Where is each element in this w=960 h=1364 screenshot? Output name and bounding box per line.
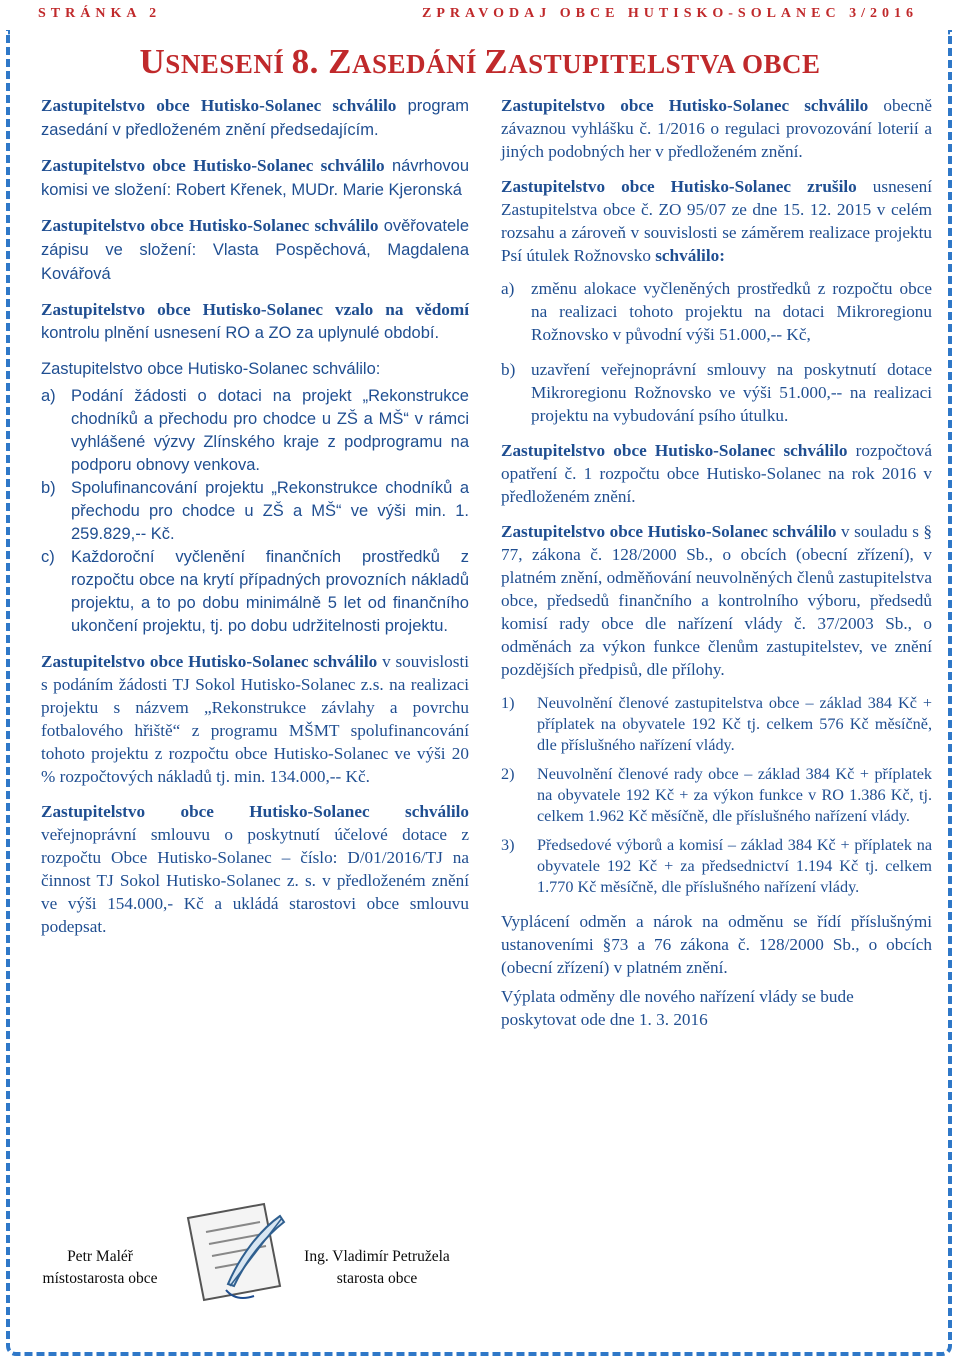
list-item: 3) Předsedové výborů a komisí – základ 384 Kč + příplatek na obyvatele 192 Kč + za předsednictví 1.194 Kč tj. celkem 1.770 Kč měsíčně, dle příslušného nařízení vlády. [501, 836, 932, 896]
list-item: c) Každoroční vyčlenění finančních prostředků z rozpočtu obce na krytí případných provozních nákladů projektu, a to po dobu minimálně 5 let od finančního ukončení projektu, tj. po dobu udržitelnosti projektu. [41, 548, 469, 635]
dog-shelter-list [501, 277, 932, 427]
resolution-program: Zastupitelstvo obce Hutisko-Solanec schválilo program zasedání v předloženém znění předsedajícím. [41, 96, 470, 139]
list-item: b) uzavření veřejnoprávní smlouvy na poskytnutí dotace Mikroregionu Rožnovsko ve výši 51.000,-- na realizaci projektu na vybudování psího útulku. [501, 360, 932, 425]
list-item: a) Podání žádosti o dotaci na projekt „Rekonstrukce chodníků a přechodu pro chodce u ZŠ a MŠ“ v rámci vyhlášené výzvy Zlínského kraje z podprogramu na podporu obnovy venkova. [41, 387, 469, 474]
resolution-budget: Zastupitelstvo obce Hutisko-Solanec schválilo rozpočtová opatření č. 1 rozpočtu obce Hutisko-Solanec na rok 2016 v předloženém znění. [501, 441, 933, 506]
resolution-remuneration: Zastupitelstvo obce Hutisko-Solanec schválilo v souladu s § 77, zákona č. 128/2000 Sb., o obcích (obecní zřízení), v platném znění, odměňování neuvolněných členů zastupitelstva obce, předsedů finančního a kontrolního výboru, předsedů komisí rady obce dle nařízení vlády č. 37/2003 Sb., o odměnách za výkon funkce členům zastupitelstev, ve znění pozdějších předpisů, dle přílohy. [501, 522, 933, 679]
list-item: 1) Neuvolnění členové zastupitelstva obce – základ 384 Kč + příplatek na obyvatele 192 Kč tj. celkem 576 Kč měsíčně, dle příslušného nařízení vlády. [501, 694, 932, 754]
resolution-lottery: Zastupitelstvo obce Hutisko-Solanec schválilo obecně závaznou vyhlášku č. 1/2016 o regulaci provozování loterií a jiných podobných her v předloženém znění. [501, 96, 933, 161]
payment-start: Výplata odměny dle nového nařízení vlády se bude poskytovat ode dne 1. 3. 2016 [501, 987, 854, 1029]
list-item: a) změnu alokace vyčleněných prostředků z rozpočtu obce na realizaci tohoto projektu na dotaci Mikroregionu Rožnovsko v původní výši 51.000,-- Kč, [501, 279, 932, 344]
list-item: 2) Neuvolnění členové rady obce – základ 384 Kč + příplatek na obyvatele 192 Kč + za výkon funkce v RO 1.386 Kč, tj. celkem 1.962 Kč měsíčně, dle příslušného nařízení vlády. [501, 765, 932, 825]
quill-document-icon [176, 1200, 294, 1312]
payment-rules: Vyplácení odměn a nárok na odměnu se řídí příslušnými ustanoveními §73 a 76 zákona č. 128/2000 Sb., o obcích (obecní zřízení) v platném znění. [501, 912, 932, 977]
resolution-sokol-cofinancing: Zastupitelstvo obce Hutisko-Solanec schválilo v souvislosti s podáním žádosti TJ Sokol Hutisko-Solanec z.s. na realizaci projektu s názvem „Rekonstrukce závlahy a povrchu fotbalového hřiště“ z programu MŠMT spolufinancování tohoto projektu z rozpočtu obce Hutisko-Solanec ve výši 20 % rozpočtových nákladů tj. min. 134.000,-- Kč. [41, 652, 470, 786]
resolution-grant-intro: Zastupitelstvo obce Hutisko-Solanec schválilo: [41, 360, 381, 378]
resolution-cancel: Zastupitelstvo obce Hutisko-Solanec zrušilo usnesení Zastupitelstva obce č. ZO 95/07 ze dne 15. 12. 2015 v celém rozsahu a zároveň v souvislosti se záměrem realizace projektu Psí útulek Rožnovsko schválilo: [501, 177, 932, 265]
left-column [41, 94, 469, 950]
right-column [501, 94, 932, 1043]
resolution-commission: Zastupitelstvo obce Hutisko-Solanec schválilo návrhovou komisi ve složení: Robert Křenek, MUDr. Marie Kjeronská [41, 156, 469, 199]
page-title: USNESENÍ 8. ZASEDÁNÍ ZASTUPITELSTVA OBCE [139, 42, 821, 81]
signature-deputy-mayor: Petr Maléř místostarosta obce [42, 1248, 158, 1287]
signature-mayor: Ing. Vladimír Petružela starosta obce [304, 1248, 450, 1287]
resolution-verifiers: Zastupitelstvo obce Hutisko-Solanec schválilo ověřovatele zápisu ve složení: Vlasta Pospěchová, Magdalena Kovářová [41, 216, 469, 283]
newsletter-title: ZPRAVODAJ OBCE HUTISKO-SOLANEC 3/2016 [421, 6, 918, 21]
resolution-control: Zastupitelstvo obce Hutisko-Solanec vzalo na vědomí kontrolu plnění usnesení RO a ZO za uplynulé období. [41, 300, 469, 342]
list-item: b) Spolufinancování projektu „Rekonstrukce chodníků a přechodu pro chodce u ZŠ a MŠ“ ve výši min. 1. 259.829,-- Kč. [41, 479, 469, 543]
remuneration-list [501, 693, 932, 898]
page-number: STRÁNKA 2 [38, 6, 162, 21]
resolution-sokol-contract: Zastupitelstvo obce Hutisko-Solanec schválilo veřejnoprávní smlouvu o poskytnutí účelové dotace z rozpočtu Obce Hutisko-Solanec – číslo: D/01/2016/TJ na činnost TJ Sokol Hutisko-Solanec z. s. v předloženém znění ve výši 154.000,- Kč a ukládá starostovi obce smlouvu podepsat. [41, 802, 469, 936]
grant-list [41, 385, 469, 638]
